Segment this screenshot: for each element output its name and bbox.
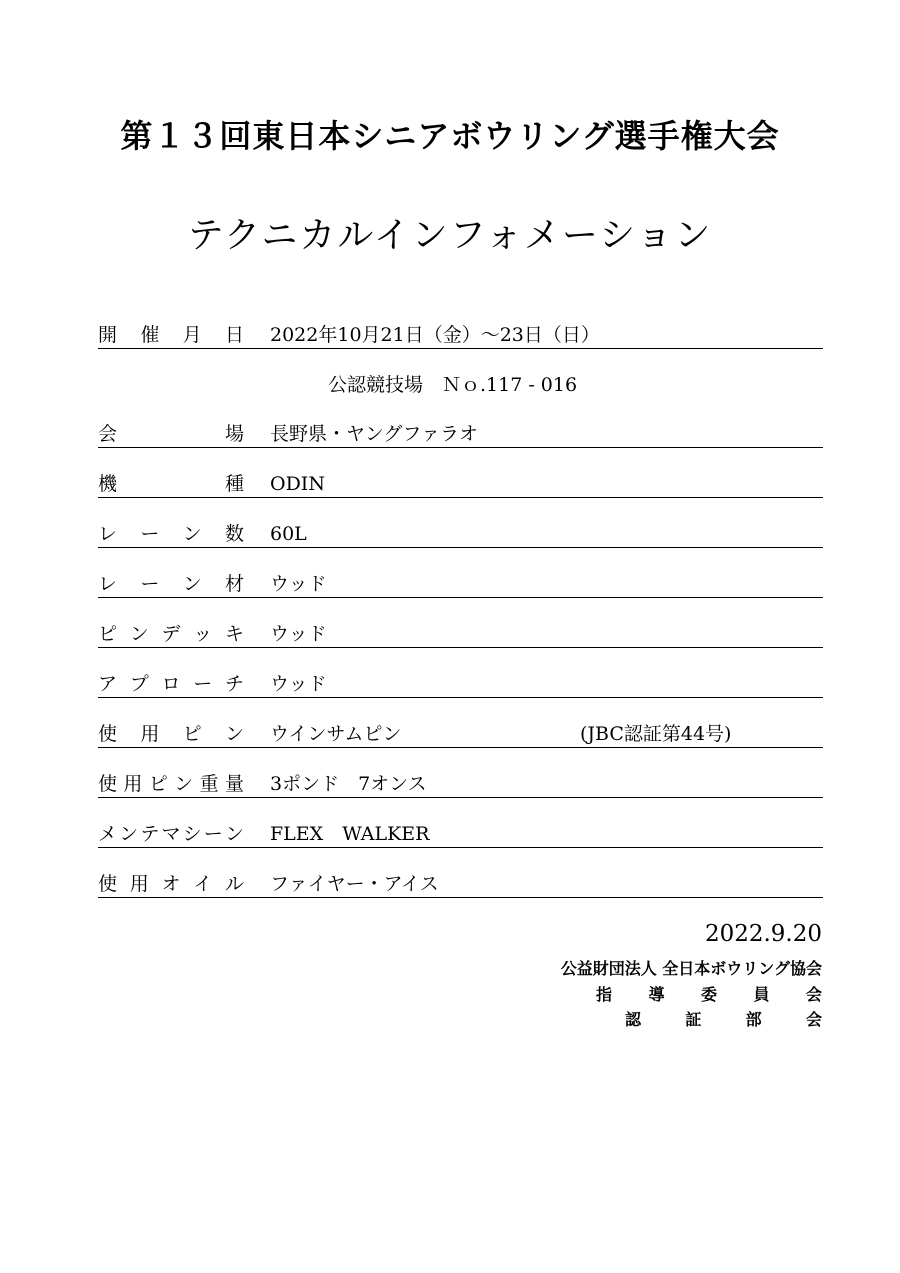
row-label — [98, 322, 244, 348]
label-char: 用 — [140, 723, 160, 745]
label-char: 種 — [224, 473, 244, 495]
row-label — [98, 771, 244, 797]
label-char: キ — [224, 623, 244, 645]
info-row — [98, 621, 823, 648]
label-char: 日 — [224, 324, 244, 346]
signature-char: 会 — [805, 985, 822, 1004]
label-char: オ — [161, 873, 181, 895]
label-char: 機 — [98, 473, 118, 495]
label-char: ッ — [193, 623, 213, 645]
label-char: シ — [182, 823, 202, 845]
row-label — [98, 871, 244, 897]
row-label — [98, 721, 244, 747]
label-char: プ — [129, 673, 149, 695]
label-char: 数 — [224, 523, 244, 545]
info-row — [98, 571, 823, 598]
label-char: メ — [98, 823, 118, 845]
row-value: 60L — [270, 523, 307, 545]
label-char: 使 — [98, 773, 118, 795]
signature-char: 導 — [648, 985, 665, 1004]
label-char: ン — [129, 623, 149, 645]
row-value: 3ポンド 7オンス — [270, 773, 427, 795]
label-char: 重 — [199, 773, 219, 795]
info-row — [98, 521, 823, 548]
row-label — [98, 421, 244, 447]
label-char: ル — [224, 873, 244, 895]
label-char: ー — [140, 573, 160, 595]
row-value: ウッド — [270, 573, 327, 595]
row-value: ウインサムピン — [270, 723, 402, 745]
info-row — [98, 471, 823, 498]
label-char: ン — [224, 823, 244, 845]
label-char: 用 — [129, 873, 149, 895]
row-label — [98, 671, 244, 697]
label-char: 月 — [182, 324, 202, 346]
issue-date: 2022.9.20 — [704, 921, 822, 947]
label-char: レ — [98, 573, 118, 595]
row-value: ウッド — [270, 673, 327, 695]
label-char: チ — [224, 673, 244, 695]
row-label — [98, 621, 244, 647]
row-value: ウッド — [270, 623, 327, 645]
label-char: イ — [193, 873, 213, 895]
label-char: ン — [119, 823, 139, 845]
info-row — [98, 771, 823, 798]
signature-char: 会 — [805, 1010, 822, 1029]
info-row — [98, 821, 823, 848]
label-char: 量 — [224, 773, 244, 795]
label-char: 材 — [224, 573, 244, 595]
row-value: ファイヤー・アイス — [270, 873, 439, 895]
row-label — [98, 471, 244, 497]
signature-char: 部 — [745, 1010, 762, 1029]
label-char: レ — [98, 523, 118, 545]
row-note: (JBC認証第44号) — [580, 723, 732, 745]
label-char: ー — [193, 673, 213, 695]
label-char: マ — [161, 823, 181, 845]
label-char: 使 — [98, 873, 118, 895]
row-value: 長野県・ヤングファラオ — [270, 423, 479, 445]
info-row — [98, 871, 823, 898]
subcommittee-name — [625, 1009, 822, 1031]
label-char: デ — [161, 623, 181, 645]
label-char: ー — [203, 823, 223, 845]
row-value: 2022年10月21日（金）～23日（日） — [270, 324, 600, 346]
row-label — [98, 571, 244, 597]
document-subtitle: テクニカルインフォメーション — [187, 215, 713, 256]
committee-name — [596, 984, 822, 1006]
info-row — [98, 671, 823, 698]
label-char: 開 — [98, 324, 118, 346]
row-label — [98, 521, 244, 547]
info-row — [98, 322, 823, 349]
signature-char: 委 — [700, 985, 717, 1004]
row-label — [98, 821, 244, 847]
label-char: 場 — [224, 423, 244, 445]
signature-char: 証 — [685, 1010, 702, 1029]
label-char: ン — [224, 723, 244, 745]
label-char: ピ — [148, 773, 168, 795]
certification-number: 公認競技場 Ｎｏ.117 - 016 — [328, 374, 578, 396]
label-char: 催 — [140, 324, 160, 346]
label-char: 用 — [123, 773, 143, 795]
label-char: 使 — [98, 723, 118, 745]
label-char: ン — [174, 773, 194, 795]
label-char: ピ — [98, 623, 118, 645]
row-value: FLEX WALKER — [270, 823, 430, 845]
label-char: ン — [182, 573, 202, 595]
label-char: 会 — [98, 423, 118, 445]
label-char: ー — [140, 523, 160, 545]
label-char: ン — [182, 523, 202, 545]
signature-char: 員 — [753, 985, 770, 1004]
document-title: 第１３回東日本シニアボウリング選手権大会 — [120, 117, 780, 155]
label-char: テ — [140, 823, 160, 845]
info-row — [98, 421, 823, 448]
row-value: ODIN — [270, 473, 325, 495]
signature-char: 認 — [625, 1010, 642, 1029]
signature-char: 指 — [596, 985, 613, 1004]
label-char: ピ — [182, 723, 202, 745]
organization-name: 公益財団法人 全日本ボウリング協会 — [560, 959, 822, 978]
label-char: ア — [98, 673, 118, 695]
label-char: ロ — [161, 673, 181, 695]
info-row — [98, 721, 823, 748]
